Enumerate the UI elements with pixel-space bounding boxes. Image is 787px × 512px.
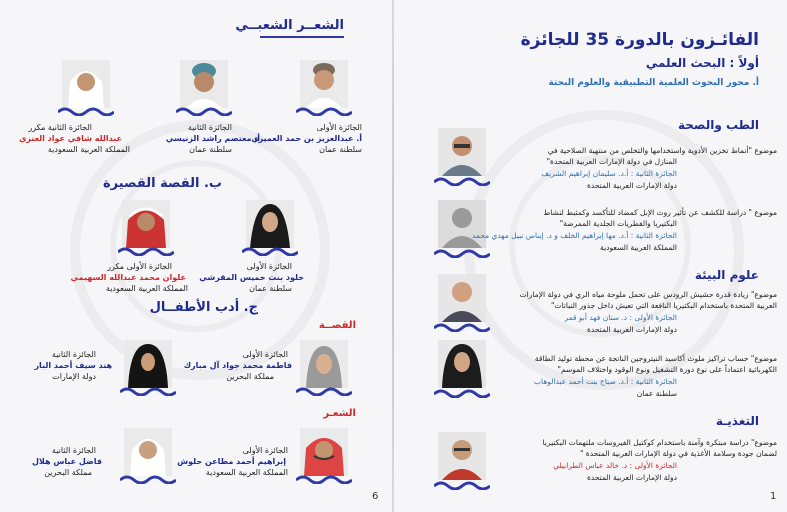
right-page [394,0,787,512]
wave-decor [296,386,352,396]
research-country: المملكة العربية السعودية [600,243,677,252]
page-subtitle: أولاً : البحث العلمي [645,56,759,70]
winner-photo [122,200,170,248]
winner-rank: الجائزة الأولى [242,350,288,359]
wave-decor [296,106,352,116]
section-title-story: ب. القصة القصيرة [102,176,222,191]
winner-rank: الجائزة الأولى [246,262,292,271]
research-award: الجائزة الأولى : د. سنان فهد أبو قمر [564,313,677,322]
subsection-story: القصــة [318,320,356,331]
winner-rank: الجائزة الأولى [316,123,362,132]
section-title-nutrition: التغذيـة [715,414,759,428]
wave-decor [434,322,490,332]
page-number: 6 [372,491,379,502]
winner-name: هند سيف أحمد البار [34,361,112,370]
wave-decor [434,248,490,258]
researcher-photo [438,340,486,388]
winner-name: إبراهيم أحمد مطاعن حلوش [177,457,286,466]
winner-rank: الجائزة الثانية [51,446,96,455]
research-topic: موضوع "أنماط تخزين الأدوية واستخدامها والتخلص من منتهية الصلاحية في [547,146,777,155]
winner-name: فاطمة محمد جواد آل مبارك [183,361,292,370]
research-award: الجائزة الأولى : د. خالد عباس الطرابيلي [553,461,677,470]
section-title-poetry: الشعــر الشعبــي [235,18,344,33]
winner-photo [124,340,172,388]
wave-decor [58,106,114,116]
research-topic: موضوع " دراسة للكشف عن تأثير روث الإبل كمضاد للتأكسد وكمثبط لنشاط [543,208,777,217]
wave-decor [242,246,298,256]
axis-heading: أ. محور البحوث العلمية التطبيقية والعلوم البحتة [548,78,759,88]
winner-name: أ. عبدالعزيز بن حمد العميري [251,134,362,143]
page-title: الفائـزون بالدورة 35 للجائزة [520,30,759,50]
section-title-children: ج. أدب الأطفــال [149,300,258,315]
research-topic-line2: الكهربائية اعتماداً على نوع دورة التشغيل ونوع الوقود واختلاف الموسم" [557,365,777,374]
section-title-environment: علوم البيئة [694,268,759,282]
winner-photo [124,428,172,476]
winner-name: فاضل عباس هلال [31,457,102,466]
winner-name: خلود بنت خميس المقرشي [199,273,304,282]
winner-country: مملكة البحرين [44,468,92,477]
wave-decor [296,474,352,484]
winner-name: علوان محمد عبدالله السهيمي [70,273,186,282]
research-award: الجائزة الثانية : أ.د. صباح بنت أحمد عبدالوهاب [533,377,677,386]
research-topic: موضوع" زيادة قدرة حشيش الرودس على تحمل ملوحة مياه الري في دولة الإمارات [519,290,777,299]
wave-decor [434,176,490,186]
wave-decor [176,106,232,116]
winner-photo [62,60,110,108]
winner-country: المملكة العربية السعودية [105,284,188,293]
research-country: سلطنة عمان [636,389,677,398]
research-award: الجائزة الثانية : أ.د. مها إبراهيم الخلف و د. إيناس نبيل مهدي محمد [471,231,677,240]
researcher-photo [438,432,486,480]
wave-decor [434,388,490,398]
winner-name: عبدالله شافي عواد العنزي [19,134,122,143]
wave-decor [434,480,490,490]
winner-rank: الجائزة الأولى مكرر [107,262,172,271]
winner-rank: الجائزة الثانية مكرر [28,123,92,132]
research-topic-line2: العربية المتحدة باستخدام البكتيريا النافعة التي تعيش داخل جذور النباتات" [550,301,777,310]
researcher-photo [438,128,486,176]
research-topic: موضوع" حساب تراكيز ملوث أكاسيد النيتروجين الناتجة عن محطة توليد الطاقة [534,354,777,363]
winner-country: دولة الإمارات [52,372,96,381]
winner-rank: الجائزة الأولى [242,446,288,455]
winner-photo [180,60,228,108]
winner-country: المملكة العربية السعودية [205,468,288,477]
winner-country: سلطنة عمان [249,284,292,293]
winner-photo [300,340,348,388]
winner-rank: الجائزة الثانية [51,350,96,359]
winner-name: أ. معتصم راشد الزنيسي [165,134,260,143]
research-topic-line2: البكتيريا والفطريات الجلدية الممرضة" [559,219,677,228]
research-topic-line2: لضمان جودة وسلامة الأغذية في دولة الإمارات العربية المتحدة " [579,449,777,458]
research-country: دولة الإمارات العربية المتحدة [586,473,677,482]
winner-photo [246,200,294,248]
winner-country: سلطنة عمان [189,145,232,154]
research-award: الجائزة الثانية : أ.د. سليمان إبراهيم الشريف [541,169,677,178]
left-page [0,0,392,512]
winner-photo [300,428,348,476]
research-country: دولة الإمارات العربية المتحدة [586,181,677,190]
winner-country: مملكة البحرين [226,372,274,381]
wave-decor [120,474,176,484]
winner-country: سلطنة عمان [319,145,362,154]
wave-decor [118,246,174,256]
winner-photo [300,60,348,108]
research-country: دولة الإمارات العربية المتحدة [586,325,677,334]
winner-country: المملكة العربية السعودية [47,145,130,154]
researcher-photo-placeholder [438,200,486,248]
wave-decor [120,386,176,396]
research-topic-line2: المنازل في دولة الإمارات العربية المتحدة" [546,157,677,166]
research-topic: موضوع" دراسة مبتكرة وآمنة باستخدام كوكتيل الفيروسات ملتهمات البكتيريا [542,438,777,447]
winner-rank: الجائزة الثانية [187,123,232,132]
researcher-photo [438,274,486,322]
title-underline [260,36,344,38]
subsection-poetry: الشعـر [323,408,356,419]
section-title-medicine: الطب والصحة [677,118,759,132]
page-number: 1 [770,491,777,502]
